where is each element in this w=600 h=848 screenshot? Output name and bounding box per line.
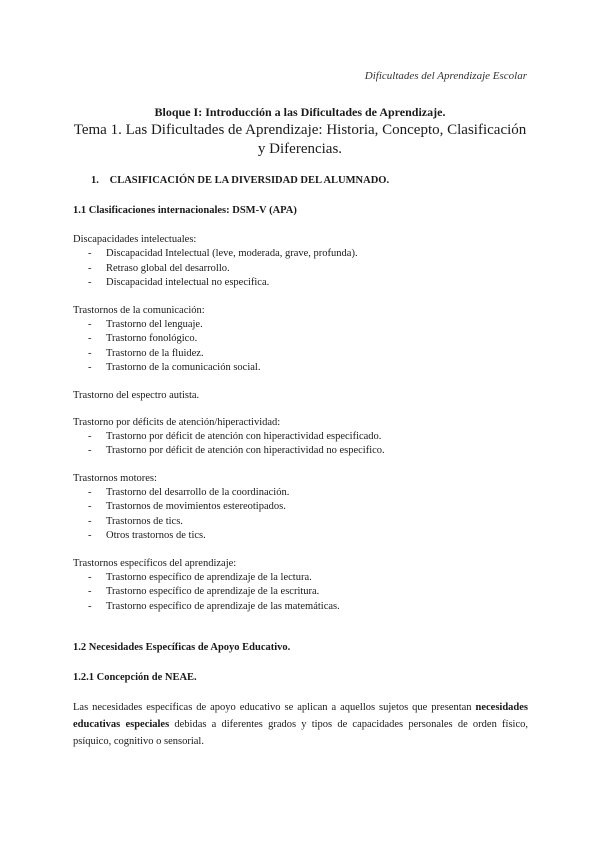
subsection-heading-dsm: 1.1 Clasificaciones internacionales: DSM-V (APA) [73, 205, 297, 216]
list-item-text: Trastorno del desarrollo de la coordinación. [106, 486, 290, 498]
dash-bullet: - [88, 600, 92, 612]
list-item-text: Retraso global del desarrollo. [106, 262, 230, 274]
dash-bullet: - [88, 530, 92, 541]
paragraph-text-start: Las necesidades específicas de apoyo educativo se aplican a aquellos sujetos que presentan [73, 702, 476, 713]
list-item [73, 347, 528, 362]
dash-bullet: - [88, 248, 92, 259]
list-item [73, 571, 528, 586]
classification-group [73, 557, 528, 615]
list-item [73, 600, 528, 615]
list-item [73, 332, 528, 347]
dash-bullet: - [88, 445, 92, 456]
list-item-text: Trastorno de la fluidez. [106, 347, 204, 359]
group-title: Discapacidades intelectuales: [73, 234, 197, 245]
section-heading [91, 175, 389, 186]
list-item-text: Trastorno específico de aprendizaje de las matemáticas. [106, 600, 340, 612]
dash-bullet: - [88, 318, 92, 330]
dash-bullet: - [88, 430, 92, 442]
dash-bullet: - [88, 362, 92, 373]
list-item [73, 430, 528, 445]
list-item [73, 318, 528, 333]
list-item [73, 276, 528, 291]
group-title: Trastornos motores: [73, 472, 157, 484]
classification-group [73, 233, 528, 291]
group-list [73, 318, 528, 376]
dash-bullet: - [88, 586, 92, 597]
running-header: Dificultades del Aprendizaje Escolar [364, 70, 527, 82]
classification-groups [73, 233, 528, 627]
list-item-text: Trastorno por déficit de atención con hiperactividad no especifico. [106, 445, 385, 456]
dash-bullet: - [88, 333, 92, 344]
list-item-text: Discapacidad Intelectual (leve, moderada, grave, profunda). [106, 248, 358, 259]
block-title: Bloque I: Introducción a las Dificultades de Aprendizaje. [154, 105, 446, 119]
group-title: Trastorno del espectro autista. [73, 389, 200, 401]
group-list [73, 571, 528, 615]
list-item [73, 247, 528, 262]
section-title: CLASIFICACIÓN DE LA DIVERSIDAD DEL ALUMNADO. [109, 175, 390, 186]
group-list [73, 486, 528, 544]
group-title: Trastorno por déficits de atención/hiperactividad: [73, 416, 281, 428]
list-item [73, 262, 528, 277]
list-item-text: Trastorno específico de aprendizaje de la lectura. [106, 571, 312, 583]
dash-bullet: - [88, 571, 92, 583]
group-list [73, 247, 528, 291]
classification-group [73, 416, 528, 459]
neae-paragraph [73, 699, 528, 750]
list-item [73, 444, 528, 459]
list-item-text: Trastorno del lenguaje. [106, 318, 203, 330]
list-item [73, 361, 528, 376]
classification-group [73, 389, 528, 403]
classification-group [73, 304, 528, 376]
list-item-text: Trastorno por déficit de atención con hiperactividad especificado. [106, 430, 382, 442]
list-item-text: Trastorno específico de aprendizaje de la escritura. [106, 586, 320, 597]
section-number: 1. [91, 175, 99, 186]
list-item-text: Discapacidad intelectual no especifica. [106, 277, 270, 288]
list-item [73, 500, 528, 515]
list-item-text: Trastorno fonológico. [106, 333, 198, 344]
dash-bullet: - [88, 501, 92, 512]
list-item-text: Trastornos de tics. [106, 515, 183, 527]
paragraph-text-end: debidas a diferentes grados y tipos de capacidades personales de orden físico, psíquico, cognitivo o sensorial. [73, 719, 528, 747]
list-item-text: Trastorno de la comunicación social. [106, 362, 261, 373]
topic-title: Tema 1. Las Dificultades de Aprendizaje: Historia, Concepto, Clasificación y Diferencias. [73, 122, 527, 157]
paragraph-bold-term: necesidades educativas especiales [73, 702, 528, 730]
classification-group [73, 472, 528, 544]
list-item [73, 585, 528, 600]
group-list [73, 430, 528, 459]
dash-bullet: - [88, 262, 92, 274]
dash-bullet: - [88, 277, 92, 288]
dash-bullet: - [88, 515, 92, 527]
group-title: Trastornos de la comunicación: [73, 304, 205, 316]
dash-bullet: - [88, 347, 92, 359]
list-item [73, 486, 528, 501]
list-item [73, 529, 528, 544]
list-item-text: Trastornos de movimientos estereotipados. [106, 501, 286, 512]
dash-bullet: - [88, 486, 92, 498]
group-title: Trastornos específicos del aprendizaje: [73, 557, 237, 569]
subsection-heading-neae: 1.2 Necesidades Específicas de Apoyo Educativo. [73, 642, 291, 653]
list-item-text: Otros trastornos de tics. [106, 530, 206, 541]
list-item [73, 515, 528, 530]
subsubsection-heading-concepcion: 1.2.1 Concepción de NEAE. [73, 672, 197, 683]
